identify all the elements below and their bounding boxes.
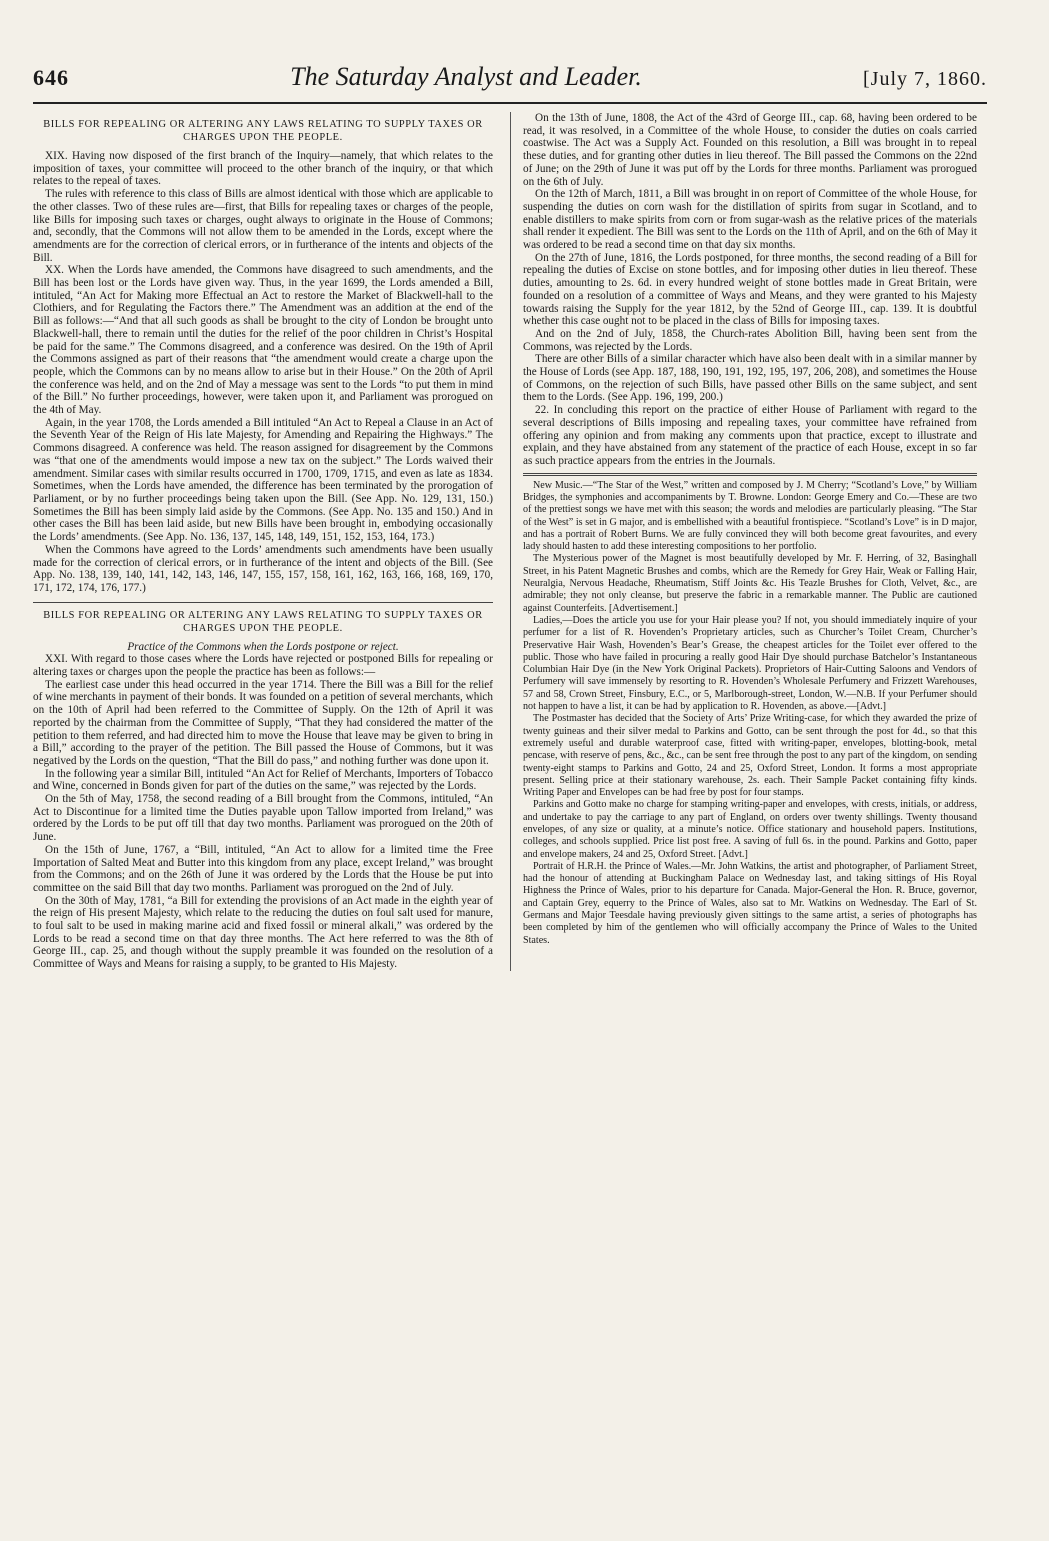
paragraph: XIX. Having now disposed of the first branch of the Inquiry—namely, that which relates to the imposition of taxes, your committee will proceed to the other branch of the inquiry, or that which relates to the repeal of taxes. bbox=[33, 150, 493, 188]
advertisement-new-music: New Music.—“The Star of the West,” written and composed by J. M Cherry; “Scotland’s Love,” by William Bridges, the symphonies and accompaniments by T. Browne. London: George Emery and Co.—These are two of the prettiest songs we have met with this season; the words and melodies are particularly pleasing. “The Star of the West” is set in G major, and is embellished with a beautiful frontispiece. “Scotland’s Love” is in D major, and has a portrait of Robert Burns. We are fully convinced they will both become great favourites, and every lady should hasten to add these interesting compositions to her portfolio. bbox=[523, 479, 977, 553]
advertisement-writing-case: The Postmaster has decided that the Society of Arts’ Prize Writing-case, for which they awarded the prize of twenty guineas and their silver medal to Parkins and Gotto, can be sent through the post for 4d., so that this extremely useful and durable waterproof case, fitted with writing-paper, envelopes, blotting-book, metal pencase, with reserve of pens, &c., &c., can be sent free through the post to any part of the kingdom, on sending twenty-eight stamps to Parkins and Gotto, 24 and 25, Oxford Street, London. It forms a most appropriate present. Selling price at their stationary warehouse, 2s. each. Their Sample Packet containing fifty kinds. Writing Paper and Envelopes can be had free by post for four stamps. bbox=[523, 713, 977, 799]
issue-date: [July 7, 1860. bbox=[863, 68, 987, 90]
paragraph: Again, in the year 1708, the Lords amended a Bill intituled “An Act to Repeal a Clause in an Act of the Seventh Year of the Reign of His late Majesty, for Amending and Repairing the Highways.” The Commons disagreed. A conference was held. The reason assigned for disagreement by the Commons was “that one of the amendments would impose a new tax on the subject.” The Lords waived their amendment. Similar cases with similar results occurred in 1700, 1709, 1715, and even as late as 1834. Sometimes, when the Lords have amended, the difference has been terminated by the prorogation of Parliament, or by no further proceedings being taken upon the Bill. (See App. No. 129, 131, 150.) Sometimes the Bill has been simply laid aside by the Commons. (See App. No. 135 and 150.) And in other cases the Bill has been laid aside, but new Bills have been brought in, embodying occasionally the Lords’ amendments. (See App. No. 136, 137, 145, 148, 149, 151, 152, 153, 164, 173.) bbox=[33, 416, 493, 544]
advertisement-portrait: Portrait of H.R.H. the Prince of Wales.—Mr. John Watkins, the artist and photographer, of Parliament Street, had the honour of attending at Buckingham Palace on Wednesday last, and taking sittings of His Royal Highness the Prince of Wales, prior to his departure for Canada. Major-General the Hon. R. Bruce, governor, and Captain Grey, equerry to the Prince of Wales, also sat to Mr. Watkins on Wednesday. The Earl of St. Germans and Major Teesdale having previously given sittings to the same artist, a series of photographs has been completed by him of the gentlemen who will officially accompany the Prince of Wales to the United States. bbox=[523, 860, 977, 946]
header-rule bbox=[33, 102, 987, 104]
paragraph: XXI. With regard to those cases where the Lords have rejected or postponed Bills for repealing or altering taxes or charges upon the people the practice has been as follows:— bbox=[33, 653, 493, 679]
paragraph: On the 15th of June, 1767, a “Bill, intituled, “An Act to allow for a limited time the Free Importation of Salted Meat and Butter into this kingdom from any place, except Ireland,” was brought from the Commons; and on the 26th of June it was ordered by the Lords that the House be put into committee on the said Bill that day two months. Parliament was prorogued on the 2nd of July. bbox=[33, 843, 493, 894]
advertisement-divider bbox=[523, 473, 977, 476]
paragraph: In the following year a similar Bill, intituled “An Act for Relief of Merchants, Importers of Tobacco and Wine, concerned in Bonds given for part of the duties on the same,” was rejected by the Lords. bbox=[33, 767, 493, 793]
paragraph: The earliest case under this head occurred in the year 1714. There the Bill was a Bill for the relief of wine merchants in payment of their bonds. It was founded on a petition of several merchants, which on the 10th of April had been referred to the Committee of Supply. On the 12th of April it was reported by the chairman from the Committee of Supply, “That they had considered the matter of the petition to them referred, and had directed him to move the House that leave may be given to bring in a Bill,” according to the prayer of the petition. The Bill passed the House of Commons, but it was negatived by the Lords on the question, “That the Bill do pass,” and nothing further was done upon it. bbox=[33, 678, 493, 767]
paragraph: When the Commons have agreed to the Lords’ amendments such amendments have been usually made for the correction of clerical errors, or in furtherance of the intent and objects of the Bill. (See App. No. 138, 139, 140, 141, 142, 143, 146, 147, 155, 157, 158, 161, 162, 163, 166, 168, 169, 170, 171, 172, 174, 176, 177.) bbox=[33, 543, 493, 594]
paragraph: On the 27th of June, 1816, the Lords postponed, for three months, the second reading of a Bill for repealing the duties of Excise on stone bottles, and for imposing other duties in lieu thereof. These duties, amounting to 2s. 6d. in every hundred weight of stone bottles made in Great Britain, were founded on a resolution of a committee of Ways and Means, and they were granted to his Majesty towards raising the Supply for the year 1812, by the 52nd of George III., cap. 139. It is doubtful whether this case ought not to be placed in the class of Bills for imposing taxes. bbox=[523, 251, 977, 328]
paragraph: On the 13th of June, 1808, the Act of the 43rd of George III., cap. 68, having been ordered to be read, it was resolved, in a Committee of the whole House, to consider the duties on coals carried coastwise. The Act was a Supply Act. Founded on this resolution, a Bill was brought in to repeal these duties, and for granting other duties in lieu thereof. The Bill passed the Commons on the 22nd of June; on the 29th of June it was put off by the Lords for three months. Parliament was prorogued on the 6th of July. bbox=[523, 112, 977, 188]
advertisement-stationery: Parkins and Gotto make no charge for stamping writing-paper and envelopes, with crests, initials, or address, and undertake to pay the carriage to any part of England, on orders over twenty shillings. Twenty thousand envelopes, of any size or quality, at a minute’s notice. Office stationary and household papers. Institutions, colleges, and schools supplied. Price list post free. A saving of full 6s. in the pound. Parkins and Gotto, paper and envelope makers, 24 and 25, Oxford Street. [Advt.] bbox=[523, 799, 977, 860]
paragraph: The rules with reference to this class of Bills are almost identical with those which are applicable to the other classes. Two of these rules are—first, that Bills for repealing taxes or charges of the people, like Bills for imposing such taxes or charges, ought always to originate in the House of Commons; and, secondly, that the Commons will not allow them to be amended in the Lords, except where the amendments are for the correction of clerical errors, or in furtherance of the intents and objects of the Bill. bbox=[33, 188, 493, 264]
article-columns bbox=[33, 112, 987, 971]
paragraph: 22. In concluding this report on the practice of either House of Parliament with regard to the several descriptions of Bills imposing and repealing taxes, your committee have refrained from offering any opinion and from making any comments upon that practice, except to illustrate and explain, and they have abstained from any statement of the practice of each House, except in so far as such practice appears from the entries in the Journals. bbox=[523, 404, 977, 467]
paragraph: On the 5th of May, 1758, the second reading of a Bill brought from the Commons, intituled, “An Act to Discontinue for a limited time the Duties payable upon Tallow imported from Ireland,” was ordered by the Lords to be put off till that day two months. Parliament was prorogued on the 20th of June. bbox=[33, 793, 493, 844]
section-subheading: Practice of the Commons when the Lords postpone or reject. bbox=[127, 640, 399, 653]
paragraph: On the 12th of March, 1811, a Bill was brought in on report of Committee of the whole House, for suspending the duties on corn wash for the distillation of spirits from sugar in Scotland, and to enable distillers to make spirits from corn or from sugar-wash as the relative prices of the materials shall render it expedient. The Bill was sent to the Lords on the 11th of April, and on the 6th of May it was ordered to be read a second time on that day six months. bbox=[523, 188, 977, 252]
paragraph: XX. When the Lords have amended, the Commons have disagreed to such amendments, and the Bill has been lost or the Lords have given way. Thus, in the year 1699, the Lords amended a Bill, intituled, “An Act for Making more Effectual an Act to restore the Market of Blackwell-hall to the Clothiers, and for Regulating the Factors there.” The Amendment was an addition at the end of the Bill as follows:—“And that all such goods as shall be brought to the city of London be brought unto Blackwell-hall, there to remain until the duties for the relief of the poor children in Christ’s Hospital be paid for the same.” The Commons disagreed, and a conference was desired. On the 19th of April the Commons assigned as part of their reasons that “the amendment would create a charge upon the people, which the Commons can by no means allow to arise but in their House.” On the 20th of April the conference was held, and on the 2nd of May a message was sent to the Lords “to put them in mind of the Bill.” No further proceedings, however, were taken upon it, and Parliament was prorogued on the 4th of May. bbox=[33, 264, 493, 417]
paragraph: There are other Bills of a similar character which have also been dealt with in a similar manner by the House of Lords (see App. 187, 188, 190, 191, 192, 195, 197, 206, 208), and sometimes the House of Commons, on the rejection of such Bills, have passed other Bills on the same subject, and sent them to the Lords. (See App. 196, 199, 200.) bbox=[523, 353, 977, 404]
page-header bbox=[33, 62, 987, 98]
journal-title: The Saturday Analyst and Leader. bbox=[290, 62, 642, 91]
right-column bbox=[510, 112, 977, 971]
section-divider bbox=[33, 602, 493, 603]
paragraph: And on the 2nd of July, 1858, the Church-rates Abolition Bill, having been sent from the Commons, was rejected by the Lords. bbox=[523, 327, 977, 353]
advertisement-magnetic-brushes: The Mysterious power of the Magnet is most beautifully developed by Mr. F. Herring, of 32, Basinghall Street, in his Patent Magnetic Brushes and combs, which are the Remedy for Grey Hair, Weak or Falling Hair, Neuralgia, Nervous Headache, Rheumatism, Stiff Joints &c. His Teazle Brushes for Cloth, Velvet, &c., are admirable; they not only cleanse, but preserve the fabric in a remarkable manner. The Public are cautioned against Counterfeits. [Advertisement.] bbox=[523, 553, 977, 614]
page-number: 646 bbox=[33, 65, 69, 90]
section-heading: BILLS FOR REPEALING OR ALTERING ANY LAWS RELATING TO SUPPLY TAXES OR CHARGES UPON THE PEOPLE. bbox=[43, 119, 483, 143]
advertisement-hair-articles: Ladies,—Does the article you use for your Hair please you? If not, you should immediately inquire of your perfumer for a list of R. Hovenden’s Proprietary articles, such as Churcher’s Toilet Cream, Churcher’s Preservative Hair Wash, Hovenden’s Bear’s Grease, the cheapest articles for the Toilet ever offered to the public. Those who have failed in procuring a really good Hair Dye should purchase Batchelor’s Instantaneous Columbian Hair Dye (in the New York Original Packets). Proprietors of Hair-Cutting Saloons and Vendors of Perfumery will save immensely by resorting to R. Hovenden’s Wholesale Perfumery and Frizzett Warehouses, 57 and 58, Crown Street, Finsbury, E.C., or 5, Marlborough-street, London, W.—N.B. If your Perfumer should not happen to have a list, it can be had by application to R. Hovenden, as above.—[Advt.] bbox=[523, 614, 977, 713]
section-heading: BILLS FOR REPEALING OR ALTERING ANY LAWS RELATING TO SUPPLY TAXES OR CHARGES UPON THE PEOPLE. bbox=[43, 609, 483, 634]
paragraph: On the 30th of May, 1781, “a Bill for extending the provisions of an Act made in the eighth year of the reign of His present Majesty, which relate to the reducing the duties on foul salt used for manure, to foul salt to be used in making marine acid and fixed fossil or mineral alkali,” was ordered by the Lords to be read a second time on that day three months. The Act here referred to was the 8th of George III., cap. 25, and though without the supply preamble it was founded on the resolution of a Committee of Ways and Means for raising a supply, to be granted to His Majesty. bbox=[33, 894, 493, 971]
left-column bbox=[33, 112, 500, 971]
